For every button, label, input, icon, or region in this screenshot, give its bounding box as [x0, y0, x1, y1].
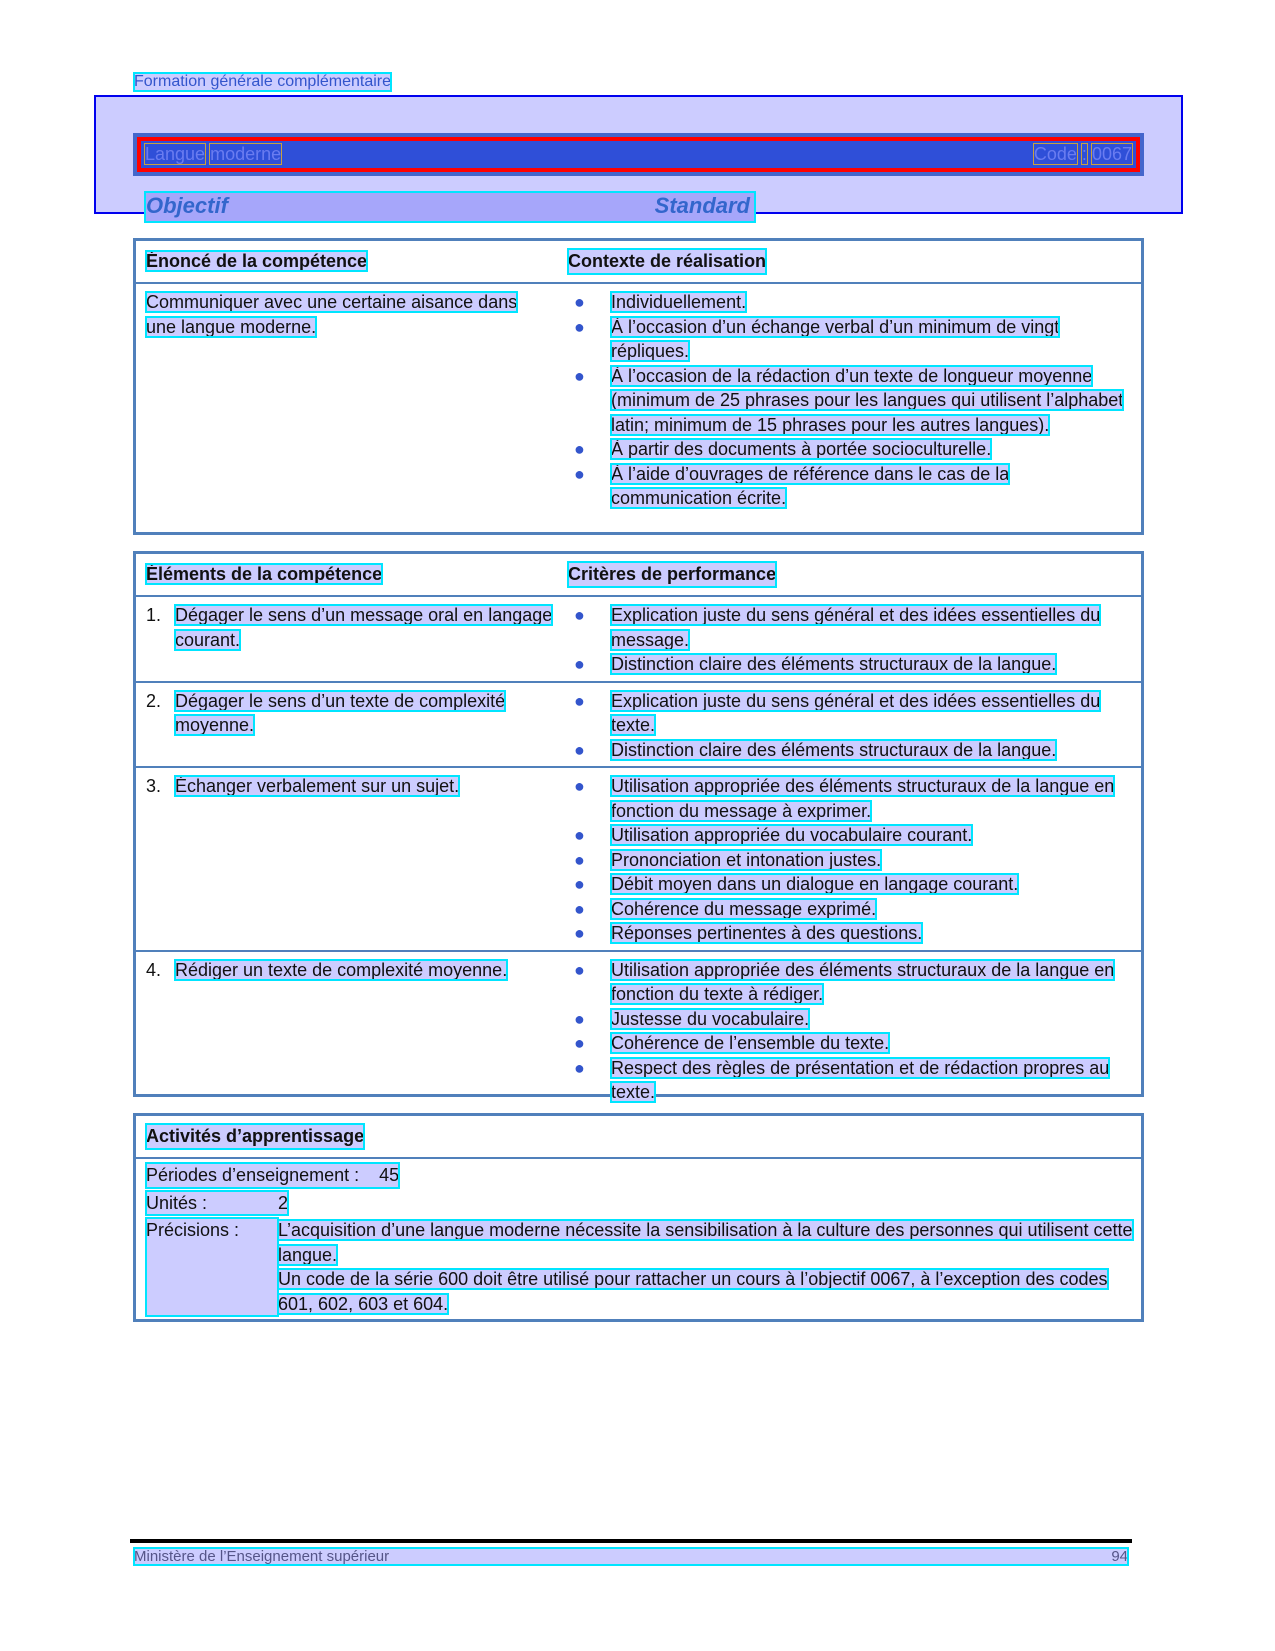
element-number: 2. — [146, 690, 162, 711]
bullet-icon: ● — [574, 849, 585, 870]
competence-box — [133, 238, 1144, 535]
bullet-icon: ● — [574, 1057, 585, 1078]
element-number: 4. — [146, 959, 162, 980]
bullet-icon: ● — [574, 1033, 585, 1053]
context-item: À l’occasion de la rédaction d’un texte de longueur moyenne (minimum de 25 phrases pour les langues qui utilisent l’alphabet latin; minimum de 15 phrases pour les autres langues). — [611, 365, 1124, 435]
element-text: Dégager le sens d’un texte de complexité moyenne. — [175, 690, 506, 735]
bullet-icon: ● — [574, 292, 585, 312]
criterion: Réponses pertinentes à des questions. — [611, 923, 923, 943]
element-row — [136, 597, 1141, 681]
bullet-icon: ● — [574, 776, 585, 796]
context-heading: Contexte de réalisation — [568, 249, 766, 274]
element-row — [136, 766, 1141, 950]
criterion: Prononciation et intonation justes. — [611, 849, 882, 870]
bullet-icon: ● — [574, 825, 585, 845]
periods-label: Périodes d’enseignement : — [146, 1165, 360, 1185]
criterion: Utilisation appropriée des éléments structuraux de la langue en fonction du texte à rédiger. — [611, 959, 1115, 1004]
element-row — [136, 950, 1141, 1109]
footer-rule — [130, 1539, 1132, 1543]
criterion: Explication juste du sens général et des idées essentielles du texte. — [611, 690, 1101, 735]
context-item: À partir des documents à portée socioculturelle. — [611, 439, 992, 459]
subject-word: Langue — [145, 144, 206, 164]
element-number: 3. — [146, 776, 162, 796]
criterion: Cohérence de l’ensemble du texte. — [611, 1033, 890, 1053]
precision-text: Un code de la série 600 doit être utilisé pour rattacher un cours à l’objectif 0067, à l’exception des codes 601, 602, 603 et 604. — [278, 1269, 1108, 1314]
bullet-icon: ● — [574, 654, 585, 674]
program-header: Formation générale complémentaire — [134, 73, 392, 90]
bullet-icon: ● — [574, 874, 585, 894]
bullet-icon: ● — [574, 316, 585, 337]
context-item: À l’occasion d’un échange verbal d’un minimum de vingt répliques. — [611, 316, 1060, 361]
criterion: Distinction claire des éléments structuraux de la langue. — [611, 654, 1057, 674]
page-footer — [134, 1548, 1128, 1565]
ministry-name: Ministère de l’Enseignement supérieur — [134, 1548, 390, 1565]
bullet-icon: ● — [574, 898, 585, 919]
title-bar — [133, 133, 1144, 176]
elements-box — [133, 551, 1144, 1102]
criterion: Distinction claire des éléments structuraux de la langue. — [611, 739, 1057, 760]
element-text: Dégager le sens d’un message oral en langage courant. — [175, 605, 553, 650]
units-value: 2 — [278, 1192, 289, 1213]
code-sep: : — [1081, 144, 1087, 164]
page-number: 94 — [1111, 1548, 1128, 1565]
code-value: 0067 — [1091, 144, 1132, 164]
criterion: Respect des règles de présentation et de rédaction propres au texte. — [611, 1057, 1110, 1102]
standard-label: Standard — [654, 193, 750, 218]
units-label: Unités : — [146, 1192, 208, 1213]
bullet-icon: ● — [574, 1008, 585, 1029]
element-number: 1. — [146, 605, 162, 625]
criterion: Utilisation appropriée des éléments structuraux de la langue en fonction du message à exprimer. — [611, 776, 1115, 821]
criteria-heading: Critères de performance — [568, 562, 776, 587]
competence-statement: Communiquer avec une certaine aisance dans une langue moderne. — [146, 292, 518, 337]
precision-text: L’acquisition d’une langue moderne nécessite la sensibilisation à la culture des personnes qui utilisent cette langue. — [278, 1220, 1133, 1265]
bullet-icon: ● — [574, 365, 585, 386]
subject-word: moderne — [210, 144, 282, 164]
activities-heading: Activités d’apprentissage — [146, 1124, 364, 1149]
bullet-icon: ● — [574, 739, 585, 760]
objective-standard-labels — [146, 193, 754, 221]
bullet-icon: ● — [574, 463, 585, 484]
element-text: Rédiger un texte de complexité moyenne. — [175, 959, 508, 980]
criterion: Explication juste du sens général et des idées essentielles du message. — [611, 605, 1101, 650]
context-item: À l’aide d’ouvrages de référence dans le cas de la communication écrite. — [611, 463, 1010, 508]
activities-box — [133, 1113, 1144, 1322]
criterion: Cohérence du message exprimé. — [611, 898, 877, 919]
bullet-icon: ● — [574, 439, 585, 459]
context-item: Individuellement. — [611, 292, 747, 312]
criterion: Justesse du vocabulaire. — [611, 1008, 810, 1029]
bullet-icon: ● — [574, 605, 585, 625]
bullet-icon: ● — [574, 690, 585, 711]
code-label: Code — [1033, 144, 1077, 164]
elements-heading: Éléments de la compétence — [146, 564, 383, 585]
objectif-label: Objectif — [146, 193, 228, 218]
criterion: Utilisation appropriée du vocabulaire courant. — [611, 825, 973, 845]
bullet-icon: ● — [574, 959, 585, 980]
statement-heading: Énoncé de la compétence — [146, 251, 368, 272]
precisions-label: Précisions : — [146, 1218, 278, 1316]
element-text: Échanger verbalement sur un sujet. — [175, 776, 460, 796]
element-row — [136, 681, 1141, 767]
criterion: Débit moyen dans un dialogue en langage courant. — [611, 874, 1019, 894]
periods-value: 45 — [379, 1165, 400, 1185]
bullet-icon: ● — [574, 923, 585, 943]
